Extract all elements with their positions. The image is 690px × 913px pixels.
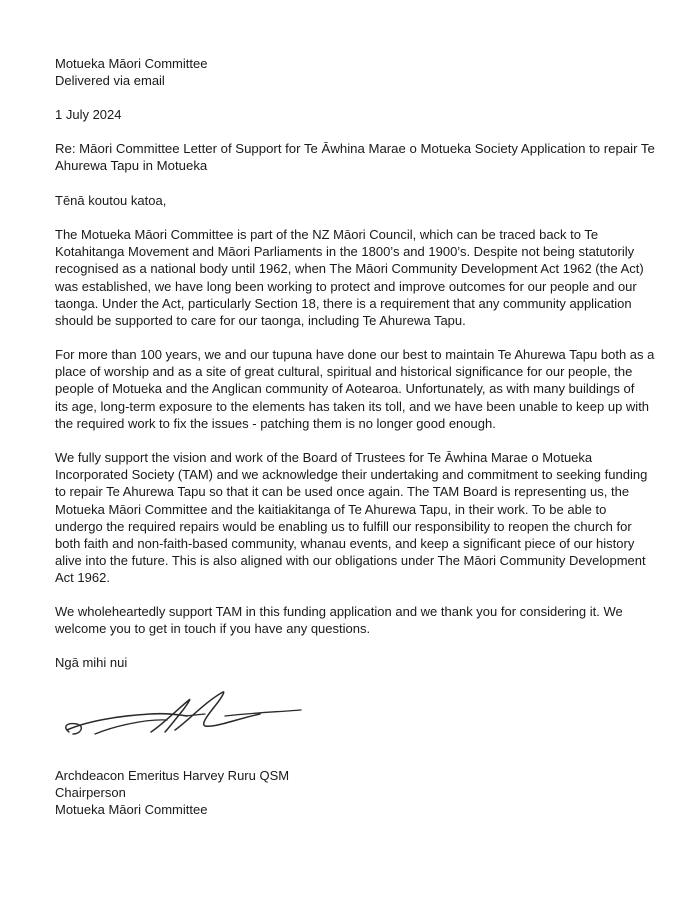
letter-date (55, 106, 645, 123)
greeting (55, 192, 645, 209)
signatory-block (55, 767, 645, 819)
paragraph-3 (55, 449, 648, 587)
paragraph-line: welcome you to get in touch if you have any questions. (55, 621, 371, 637)
paragraph-line: should be supported to care for our taonga, including Te Ahurewa Tapu. (55, 313, 466, 329)
paragraph-line: people of Motueka and the Anglican community of Aotearoa. Unfortunately, as with many buildings of (55, 381, 635, 397)
paragraph-line: the required work to fix the issues - patching them is no longer good enough. (55, 415, 496, 431)
paragraph-line: The Motueka Māori Committee is part of the NZ Māori Council, which can be traced back to Te (55, 227, 599, 242)
paragraph-line: was established, we have long been working to protect and improve outcomes for our people and our (55, 278, 637, 294)
paragraph-line: We wholeheartedly support TAM in this funding application and we thank you for considering it. We (55, 604, 623, 619)
greeting-text: Tēnā koutou katoa, (55, 193, 167, 208)
paragraph-line: recognised as a national body until 1962, when The Māori Community Development Act 1962 (the Act) (55, 261, 644, 277)
signatory-title: Chairperson (55, 785, 126, 801)
paragraph-line: to repair Te Ahurewa Tapu so that it can be used once again. The TAM Board is representing us, the (55, 484, 630, 500)
subject-line-1: Re: Māori Committee Letter of Support for Te Āwhina Marae o Motueka Society Application to repair Te (55, 141, 655, 156)
paragraph-line: alive into the future. This is also aligned with our obligations under The Māori Community Development (55, 553, 646, 569)
signature-image (55, 686, 307, 744)
paragraph-2 (55, 346, 655, 432)
handwritten-signature-icon (55, 686, 307, 744)
paragraph-line: Motueka Māori Committee and the kaitiakitanga of Te Ahurewa Tapu, in their work. To be able to (55, 501, 607, 517)
signatory-name: Archdeacon Emeritus Harvey Ruru QSM (55, 768, 290, 783)
paragraph-line: taonga. Under the Act, particularly Section 18, there is a requirement that any community application (55, 295, 632, 311)
paragraph-line: Kotahitanga Movement and Māori Parliaments in the 1800’s and 1900’s. Despite not being statutorily (55, 244, 635, 260)
paragraph-line: We fully support the vision and work of the Board of Trustees for Te Āwhina Marae o Motueka (55, 450, 593, 465)
closing (55, 654, 645, 671)
paragraph-line: undergo the required repairs would be enabling us to fulfill our responsibility to reopen the church for (55, 518, 632, 534)
signatory-organisation: Motueka Māori Committee (55, 802, 208, 818)
paragraph-1 (55, 226, 645, 329)
sender-name: Motueka Māori Committee (55, 56, 208, 71)
subject-line-2: Ahurewa Tapu in Motueka (55, 158, 208, 174)
paragraph-line: Incorporated Society (TAM) and we acknowledge their undertaking and commitment to seeking funding (55, 467, 648, 483)
paragraph-line: its age, long-term exposure to the elements has taken its toll, and we have been unable to keep up with (55, 398, 650, 414)
subject-line (55, 140, 655, 174)
paragraph-line: Act 1962. (55, 570, 110, 586)
paragraph-line: both faith and non-faith-based community, whanau events, and keep a significant piece of our history (55, 536, 635, 552)
paragraph-4 (55, 603, 645, 637)
delivery-method: Delivered via email (55, 73, 165, 89)
paragraph-line: For more than 100 years, we and our tupuna have done our best to maintain Te Ahurewa Tapu both as a (55, 347, 655, 362)
sender-block (55, 55, 645, 89)
date-text: 1 July 2024 (55, 107, 122, 122)
closing-text: Ngā mihi nui (55, 655, 128, 670)
paragraph-line: place of worship and as a site of great cultural, spiritual and historical significance for our people, the (55, 364, 633, 380)
